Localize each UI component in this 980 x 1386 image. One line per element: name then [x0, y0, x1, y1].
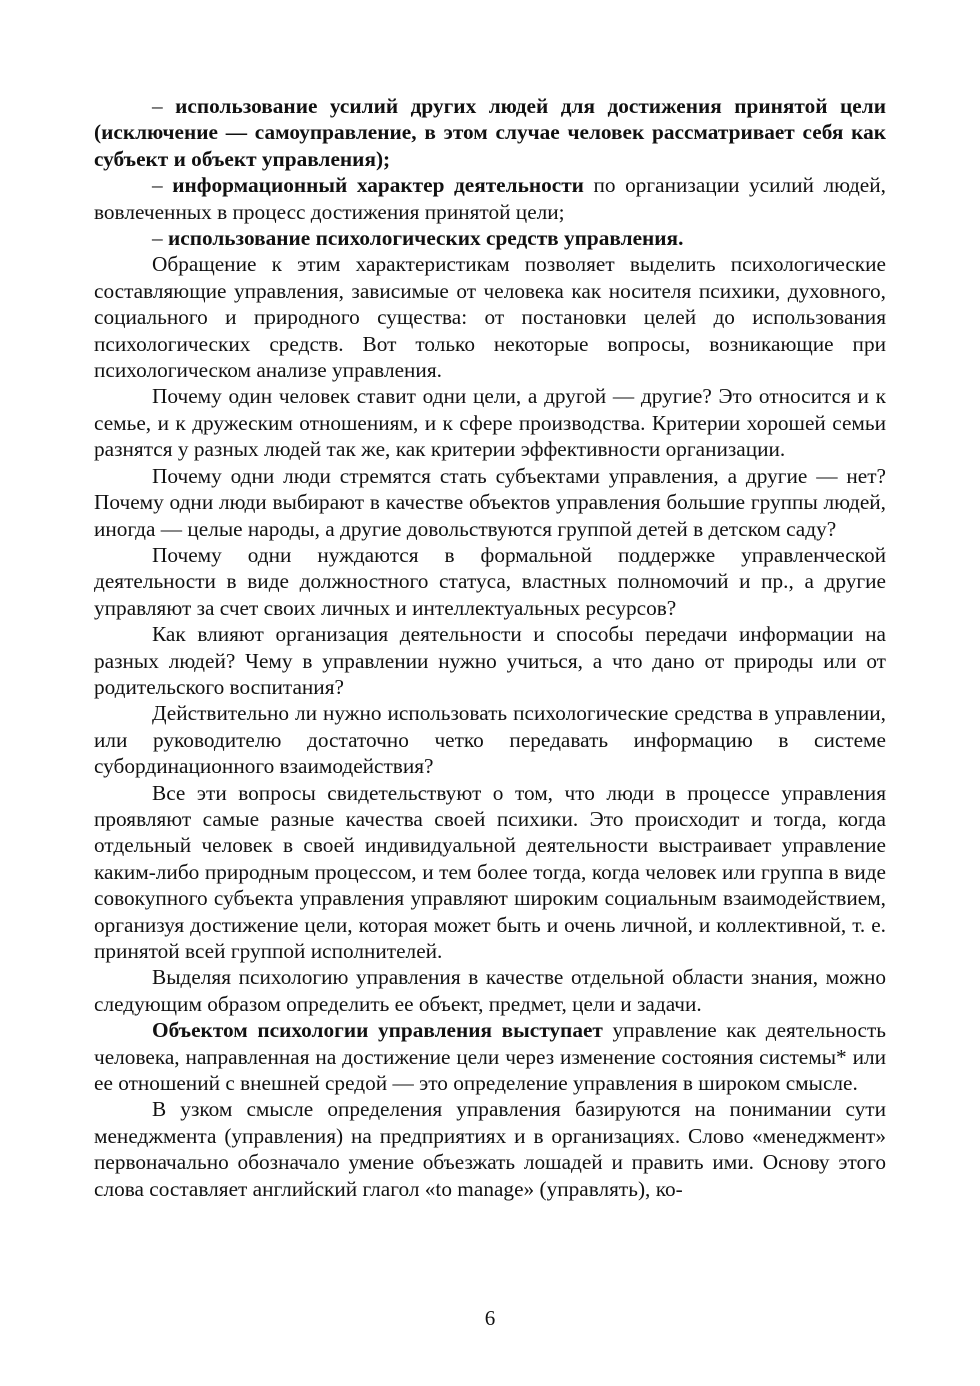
- text-run: –: [152, 173, 173, 198]
- bold-run: использование психологических средств управления.: [167, 226, 684, 251]
- text-run: по организации усилий людей, вовлеченных в процесс достижения принятой цели;: [94, 173, 886, 224]
- paragraph: [94, 1096, 886, 1202]
- paragraph: [94, 172, 886, 225]
- paragraph: [94, 700, 886, 779]
- text-run: Обращение к этим характеристикам позволяет выделить психологические составляющие управления, зависимые от человека как носителя психики, духовного, социального и природного существа: от постановки целей до использования психологических средств. Вот только некоторые вопросы, возникающие при психологическом анализе управления.: [94, 252, 886, 383]
- paragraph: [94, 964, 886, 1017]
- paragraph: [94, 621, 886, 700]
- bold-run: использование усилий других людей для достижения принятой цели (исключение — самоуправление, в этом случае человек рассматривает себя как субъект и объект управления);: [94, 94, 886, 171]
- text-run: Выделяя психологию управления в качестве отдельной области знания, можно следующим образом определить ее объект, предмет, цели и задачи.: [94, 965, 886, 1016]
- text-run: Действительно ли нужно использовать психологические средства в управлении, или руководителю достаточно четко передавать информацию в системе субординационного взаимодействия?: [94, 701, 886, 779]
- paragraph: [94, 225, 886, 251]
- text-run: Почему один человек ставит одни цели, а другой — другие? Это относится и к семье, и к дружеским отношениям, и к сфере производства. Критерии хорошей семьи разнятся у разных людей так же, как критерии эффективности организации.: [94, 384, 886, 462]
- page-body: [94, 93, 886, 1202]
- paragraph: [94, 93, 886, 172]
- text-run: –: [152, 94, 176, 118]
- paragraph: [94, 383, 886, 462]
- bold-run: информационный характер деятельности: [172, 173, 584, 198]
- paragraph: [94, 780, 886, 965]
- bold-run: Объектом психологии управления выступает: [152, 1018, 603, 1043]
- text-run: Все эти вопросы свидетельствуют о том, что люди в процессе управления проявляют самые разные качества своей психики. Это происходит и тогда, когда отдельный человек в своей индивидуальной деятельности выстраивает управление каким-либо природным процессом, и тем более тогда, когда человек или группа в виде совокупного субъекта управления управляют широким социальным взаимодействием, организуя достижение цели, которая может быть и очень личной, и коллективной, т. е. принятой всей группой исполнителей.: [94, 780, 886, 963]
- text-run: управление как деятельность человека, направленная на достижение цели через изменение состояния системы* или ее отношений с внешней средой — это определение управления в широком смысле.: [94, 1018, 887, 1096]
- paragraph: [94, 542, 886, 621]
- paragraph: [94, 1017, 886, 1096]
- paragraph: [94, 251, 886, 383]
- text-run: –: [152, 226, 168, 251]
- text-run: Почему одни люди стремятся стать субъектами управления, а другие — нет? Почему одни люди выбирают в качестве объектов управления большие группы людей, иногда — целые народы, а другие довольствуются группой детей в детском саду?: [94, 463, 886, 541]
- page-number: 6: [484, 1306, 496, 1330]
- text-run: Как влияют организация деятельности и способы передачи информации на разных людей? Чему в управлении нужно учиться, а что дано от природы или от родительского воспитания?: [94, 622, 886, 699]
- paragraph: [94, 463, 886, 542]
- text-run: В узком смысле определения управления базируются на понимании сути менеджмента (управления) на предприятиях и в организациях. Слово «менеджмент» первоначально обозначало умение объезжать лошадей и править ими. Основу этого слова составляет английский глагол «to manage» (управлять), ко-: [94, 1097, 886, 1201]
- text-run: Почему одни нуждаются в формальной поддержке управленческой деятельности в виде должностного статуса, властных полномочий и пр., а другие управляют за счет своих личных и интеллектуальных ресурсов?: [94, 542, 886, 620]
